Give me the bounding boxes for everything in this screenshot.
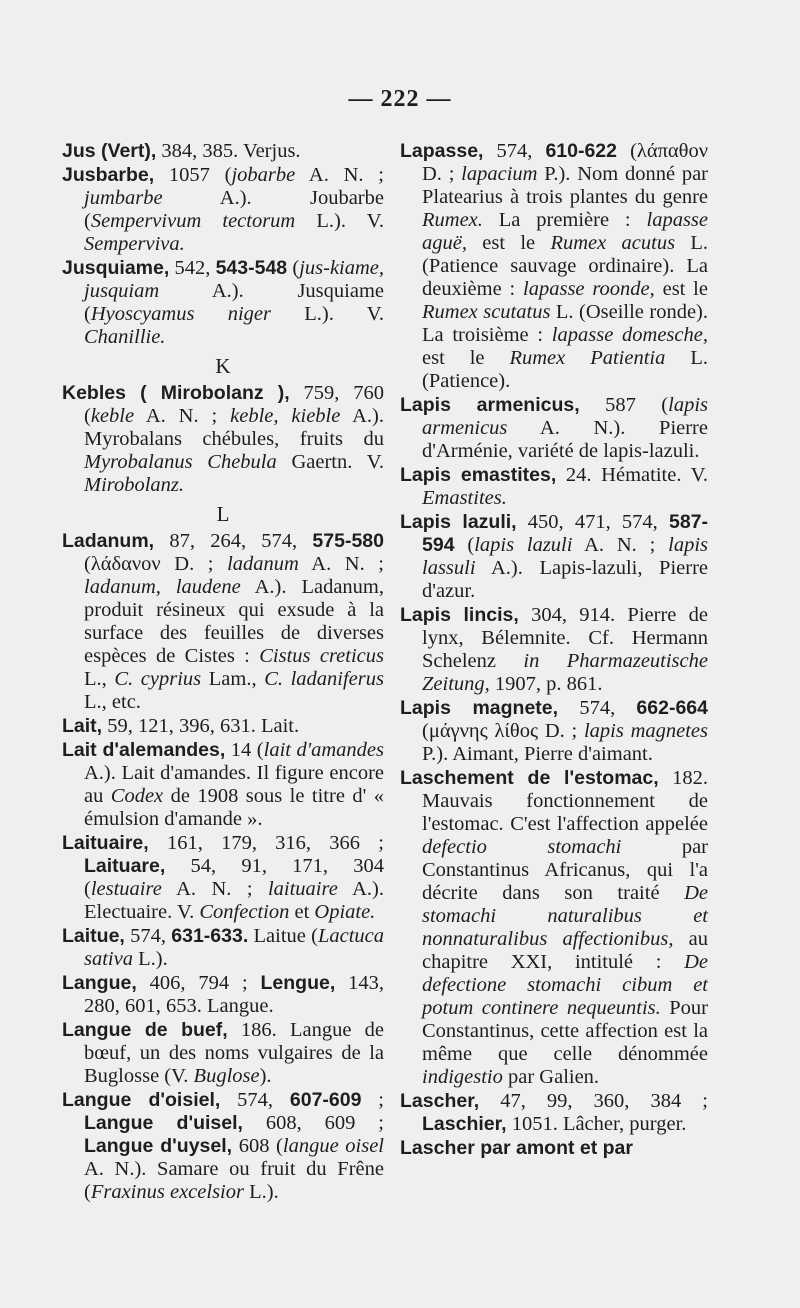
entry-italic: De stomachi naturalibus et nonnaturalibus affectionibus,	[422, 882, 708, 950]
entry-italic: Rumex Patientia	[509, 347, 666, 369]
entry-italic: Emastites.	[422, 487, 507, 509]
entry-italic: laituaire	[267, 878, 338, 900]
headword: Langue d'oisiel,	[62, 1089, 221, 1111]
entry-italic: Chanillie.	[84, 326, 166, 348]
headword: Kebles ( Mirobolanz ),	[62, 382, 290, 404]
headword-variant: Laschier,	[422, 1113, 507, 1135]
entry-lapis-emastites	[400, 464, 708, 510]
entry-text: 1051. Lâcher, purger.	[506, 1113, 687, 1135]
headword: Jusbarbe,	[62, 164, 155, 186]
entry-text: L.).	[132, 948, 168, 970]
entry-lascher	[400, 1090, 708, 1136]
entry-lapis-lazuli	[400, 511, 708, 603]
entry-italic: indigestio	[422, 1066, 503, 1088]
entry-text: (	[287, 257, 300, 279]
entry-italic: Rumex scutatus	[422, 301, 551, 323]
headword: Lapis lazuli,	[400, 511, 517, 533]
entry-italic: lapasse aguë,	[422, 209, 708, 254]
headword: Lait d'alemandes,	[62, 739, 226, 761]
section-letter-l: L	[216, 502, 230, 526]
entry-laitue	[62, 925, 384, 971]
entry-text: 406, 794 ;	[136, 972, 261, 994]
entry-kebles	[62, 382, 384, 497]
entry-italic: ladanum, laudene	[84, 576, 241, 598]
entry-text: 1907, p. 861.	[489, 673, 603, 695]
entry-text: 1057 (	[154, 164, 232, 186]
entry-bold-pages: 610-622	[545, 140, 618, 162]
entry-text: 54, 91, 171, 304 (	[84, 855, 384, 900]
entry-text: (μάγνης λίθος D. ;	[422, 720, 584, 742]
entry-text: est le	[654, 278, 708, 300]
entry-bold-pages: 575-580	[312, 530, 384, 552]
entry-italic: lapasse roonde,	[523, 278, 655, 300]
entry-text: par Galien.	[502, 1066, 600, 1088]
entry-italic: lait d'amandes	[263, 739, 384, 761]
entry-lascher-par-amont	[400, 1137, 708, 1160]
entry-text: Pour Constantinus, cette affection est la même que celle dénommée	[422, 997, 708, 1065]
entry-italic: Myrobalanus Chebula	[84, 451, 277, 473]
entry-bold-pages: 587-594	[422, 511, 708, 556]
entry-text: 574,	[220, 1089, 290, 1111]
entry-laituaire	[62, 832, 384, 924]
entry-text: 608 (	[232, 1135, 283, 1157]
entry-text: de 1908 sous le titre d' « émulsion d'amande ».	[84, 785, 384, 830]
entry-italic: C. cyprius	[114, 668, 202, 690]
entry-text: ;	[361, 1089, 384, 1111]
entry-text: au chapitre XXI, intitulé :	[422, 928, 708, 973]
entry-text: et	[289, 901, 315, 923]
entry-italic: defectio stomachi	[422, 836, 622, 858]
entry-italic: jumbarbe	[84, 187, 163, 209]
entry-jusquiame	[62, 257, 384, 349]
entry-italic: Rumex acutus	[550, 232, 676, 254]
headword: Lapis magnete,	[400, 697, 559, 719]
headword-variant: Lengue,	[260, 972, 336, 994]
entry-italic: lestuaire	[90, 878, 162, 900]
entry-lait-dalemandes	[62, 739, 384, 831]
entry-text: (λάπαθον D. ;	[422, 140, 708, 185]
entry-italic: lapis magnetes	[583, 720, 709, 742]
entry-lapis-magnete	[400, 697, 708, 766]
entry-laschement	[400, 767, 708, 1089]
entry-italic: Opiate.	[314, 901, 376, 923]
entry-jusbarbe	[62, 164, 384, 256]
headword: Lapasse,	[400, 140, 484, 162]
entry-text: La première :	[482, 209, 647, 231]
entry-text: L. (Patience sauvage ordinaire). La deuxième :	[422, 232, 708, 300]
entry-italic: Sempervivum tectorum	[90, 210, 296, 232]
entry-italic: in Pharmazeutische Zeitung,	[422, 650, 708, 695]
entry-italic: De defectione stomachi cibum et potum continere nequeuntis.	[422, 951, 708, 1019]
entry-langue-doisiel	[62, 1089, 384, 1204]
entry-text: 59, 121, 396, 631. Lait.	[102, 715, 300, 737]
entry-text: L.). V.	[270, 303, 384, 325]
headword-variant: Langue d'uisel,	[84, 1112, 243, 1134]
entry-text: A. N. ;	[134, 405, 231, 427]
entry-text: est le	[422, 347, 510, 369]
entry-text: A.). Lapis-lazuli, Pierre d'azur.	[422, 557, 708, 602]
right-column	[400, 140, 708, 1161]
entry-italic: keble, kieble	[230, 405, 341, 427]
headword: Ladanum,	[62, 530, 155, 552]
headword: Lascher par amont et par	[400, 1137, 633, 1159]
entry-text: P.). Nom donné par Platearius à trois plantes du genre	[422, 163, 708, 208]
entry-text: 87, 264, 574,	[154, 530, 313, 552]
entry-text: 161, 179, 316, 366 ;	[148, 832, 384, 854]
headword: Laschement de l'estomac,	[400, 767, 659, 789]
entry-italic: Rumex.	[422, 209, 483, 231]
entry-italic: lapasse domesche,	[551, 324, 708, 346]
entry-text: A. N. ;	[572, 534, 669, 556]
entry-italic: Fraxinus excelsior	[90, 1181, 244, 1203]
headword: Langue,	[62, 972, 137, 994]
entry-text: L. (Oseille ronde). La troisième :	[422, 301, 708, 346]
entry-text: 47, 99, 360, 384 ;	[479, 1090, 708, 1112]
entry-italic: Hyoscyamus niger	[90, 303, 271, 325]
headword: Lapis armenicus,	[400, 394, 580, 416]
entry-lapis-armenicus	[400, 394, 708, 463]
headword: Laituaire,	[62, 832, 149, 854]
headword: Jus (Vert),	[62, 140, 157, 162]
entry-langue	[62, 972, 384, 1018]
entry-italic: lapacium	[461, 163, 538, 185]
entry-italic: lapis armenicus	[422, 394, 708, 439]
entry-text: Gaertn. V.	[276, 451, 384, 473]
entry-bold-pages: 631-633.	[171, 925, 249, 947]
entry-lapasse	[400, 140, 708, 393]
entry-text: ).	[259, 1065, 272, 1087]
entry-text: 143, 280, 601, 653. Langue.	[84, 972, 384, 1017]
entry-italic: C. ladaniferus	[264, 668, 384, 690]
entry-text: 608, 609 ;	[242, 1112, 385, 1134]
entry-text: A. N. ;	[298, 553, 384, 575]
entry-italic: Mirobolanz.	[84, 474, 185, 496]
entry-text: A.). Lait d'amandes. Il figure encore au	[84, 762, 384, 807]
entry-text: L.,	[84, 668, 115, 690]
entry-italic: ladanum	[227, 553, 299, 575]
page-number: — 222 —	[348, 86, 452, 112]
entry-text: A. N. ;	[161, 878, 268, 900]
entry-text: (	[454, 534, 475, 556]
entry-text: 384, 385. Verjus.	[156, 140, 301, 162]
entry-italic: lapis lassuli	[422, 534, 708, 579]
entry-text: A.). Myrobalans chébules, fruits du	[84, 405, 384, 450]
entry-text: 574,	[483, 140, 546, 162]
entry-lapis-lincis	[400, 604, 708, 696]
headword: Laitue,	[62, 925, 125, 947]
entry-text: 182. Mauvais fonctionnement de l'estomac. C'est l'affection appelée	[422, 767, 708, 835]
entry-text: A.). Joubarbe (	[84, 187, 384, 232]
entry-text: L.).	[243, 1181, 279, 1203]
entry-text: A. N. ;	[295, 164, 384, 186]
entry-text: A. N.). Pierre d'Arménie, variété de lapis-lazuli.	[422, 417, 708, 462]
entry-italic: Cistus creticus	[259, 645, 385, 667]
headword: Langue de buef,	[62, 1019, 228, 1041]
entry-text: P.). Aimant, Pierre d'aimant.	[422, 743, 653, 765]
entry-italic: jus-kiame, jusquiam	[84, 257, 385, 302]
left-column	[62, 140, 384, 1205]
entry-bold-pages: 543-548	[215, 257, 288, 279]
entry-italic: jobarbe	[231, 164, 296, 186]
entry-lait	[62, 715, 384, 738]
entry-bold-pages: 662-664	[636, 697, 708, 719]
entry-text: A.). Jusquiame (	[84, 280, 384, 325]
headword: Jusquiame,	[62, 257, 170, 279]
entry-text: A. N.). Samare ou fruit du Frêne (	[84, 1158, 384, 1203]
entry-text: (λάδανον D. ;	[84, 553, 228, 575]
entry-text: 304, 914. Pierre de lynx, Bélemnite. Cf. Hermann Schelenz	[422, 604, 709, 672]
entry-text: 759, 760 (	[84, 382, 385, 427]
entry-italic: Lactuca sativa	[84, 925, 384, 970]
entry-text: Lam.,	[201, 668, 265, 690]
entry-italic: Sempervivа.	[84, 233, 185, 255]
entry-text: Laitue (	[248, 925, 318, 947]
entry-text: L.). V.	[295, 210, 384, 232]
headword: Lascher,	[400, 1090, 480, 1112]
entry-ladanum	[62, 530, 384, 714]
entry-text: est le	[466, 232, 551, 254]
entry-italic: Codex	[110, 785, 164, 807]
entry-italic: Confection	[199, 901, 290, 923]
headword: Lait,	[62, 715, 103, 737]
entry-langue-de-buef	[62, 1019, 384, 1088]
headword-variant: Langue d'uysel,	[84, 1135, 233, 1157]
entry-text: 24. Hématite. V.	[556, 464, 708, 486]
entry-bold-pages: 607-609	[289, 1089, 362, 1111]
entry-text: 542,	[169, 257, 216, 279]
entry-italic: keble	[90, 405, 135, 427]
entry-text: 587 (	[579, 394, 669, 416]
entry-text: L. (Patience).	[422, 347, 708, 392]
entry-text: A.). Electuaire. V.	[84, 878, 384, 923]
entry-italic: Buglose	[193, 1065, 260, 1087]
entry-italic: langue oisel	[282, 1135, 384, 1157]
entry-italic: lapis lazuli	[474, 534, 573, 556]
entry-text: L., etc.	[84, 691, 141, 713]
entry-text: par Constantinus Africanus, qui l'a décrite dans son traité	[422, 836, 708, 904]
headword: Lapis emastites,	[400, 464, 557, 486]
entry-text: 574,	[124, 925, 172, 947]
entry-text: 450, 471, 574,	[516, 511, 669, 533]
entry-jus-vert	[62, 140, 384, 163]
entry-text: 574,	[558, 697, 637, 719]
headword: Lapis lincis,	[400, 604, 519, 626]
headword-variant: Laituare,	[84, 855, 166, 877]
section-letter-k: K	[215, 354, 231, 378]
entry-text: 14 (	[225, 739, 264, 761]
entry-text: 186. Langue de bœuf, un des noms vulgaires de la Buglosse (V.	[84, 1019, 384, 1087]
entry-text: A.). Ladanum, produit résineux qui exsude à la surface des feuilles de diverses espèces de Cistes :	[84, 576, 384, 667]
